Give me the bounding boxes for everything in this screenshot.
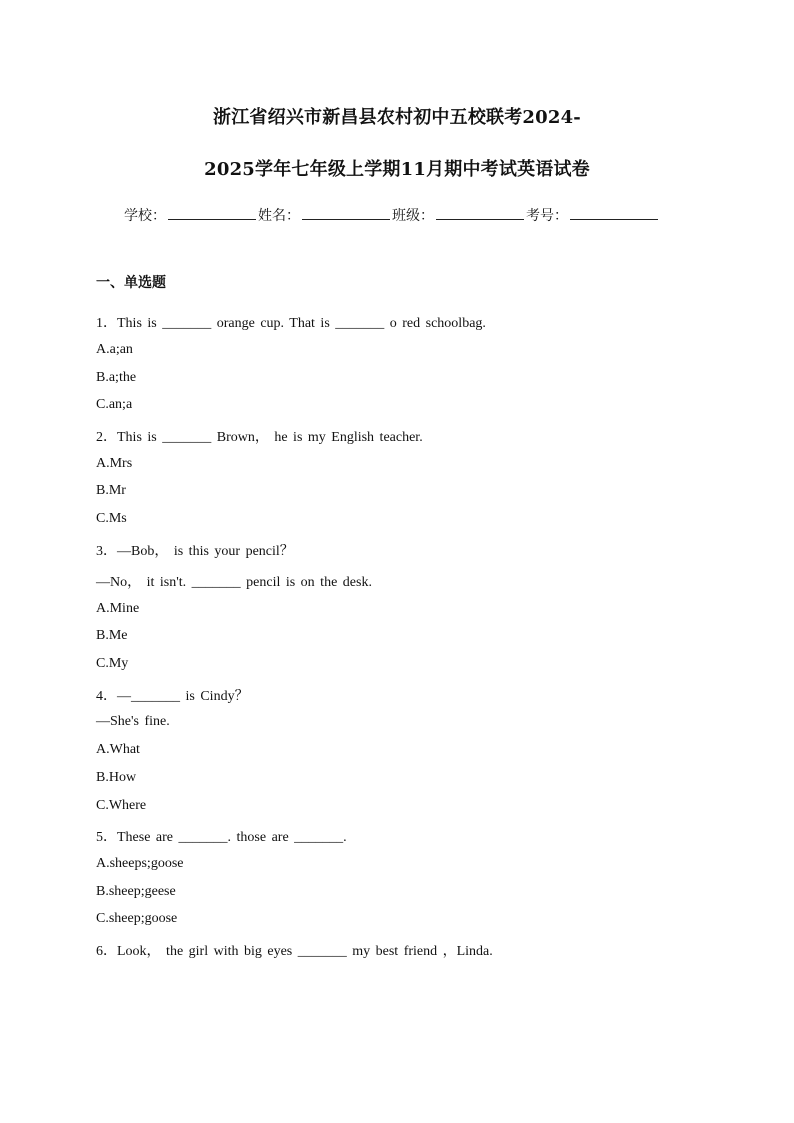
option-2b: B.Mr bbox=[96, 483, 126, 498]
option-1b: B.a;the bbox=[96, 370, 137, 385]
class-blank bbox=[436, 205, 524, 220]
question-3-dialog: —No， it isn't. _______ pencil is on the desk. bbox=[96, 575, 372, 590]
question-5: 5．These are _______. those are _______. bbox=[96, 830, 347, 845]
option-5a: A.sheeps;goose bbox=[96, 856, 184, 871]
name-label: 姓名： bbox=[258, 208, 300, 224]
option-4a: A.What bbox=[96, 742, 140, 757]
question-6: 6．Look， the girl with big eyes _______ my best friend ，Linda. bbox=[96, 944, 493, 959]
number-label: 考号： bbox=[526, 208, 568, 224]
option-3a: A.Mine bbox=[96, 601, 140, 616]
question-1: 1．This is _______ orange cup. That is _______ o red schoolbag. bbox=[96, 316, 486, 331]
name-blank bbox=[302, 205, 390, 220]
question-2: 2．This is _______ Brown， he is my English teacher. bbox=[96, 430, 423, 445]
student-info-row bbox=[124, 205, 660, 225]
question-3: 3．—Bob， is this your pencil？ bbox=[96, 544, 294, 559]
option-2c: C.Ms bbox=[96, 511, 127, 526]
question-4: 4．—_______ is Cindy？ bbox=[96, 689, 249, 704]
option-5b: B.sheep;geese bbox=[96, 884, 176, 899]
option-2a: A.Mrs bbox=[96, 456, 133, 471]
option-4b: B.How bbox=[96, 770, 137, 785]
option-1c: C.an;a bbox=[96, 397, 133, 412]
option-1a: A.a;an bbox=[96, 342, 133, 357]
school-blank bbox=[168, 205, 256, 220]
option-5c: C.sheep;goose bbox=[96, 911, 178, 926]
exam-title-line-2: 2025学年七年级上学期11月期中考试英语试卷 bbox=[204, 159, 590, 180]
number-blank bbox=[570, 205, 658, 220]
option-4c: C.Where bbox=[96, 798, 147, 813]
school-label: 学校： bbox=[124, 208, 166, 224]
question-4-dialog: —She's fine. bbox=[96, 714, 170, 729]
class-label: 班级： bbox=[392, 208, 434, 224]
section-title: 一、单选题 bbox=[96, 275, 166, 291]
option-3c: C.My bbox=[96, 656, 129, 671]
option-3b: B.Me bbox=[96, 628, 128, 643]
exam-title-line-1: 浙江省绍兴市新昌县农村初中五校联考2024- bbox=[213, 107, 581, 128]
